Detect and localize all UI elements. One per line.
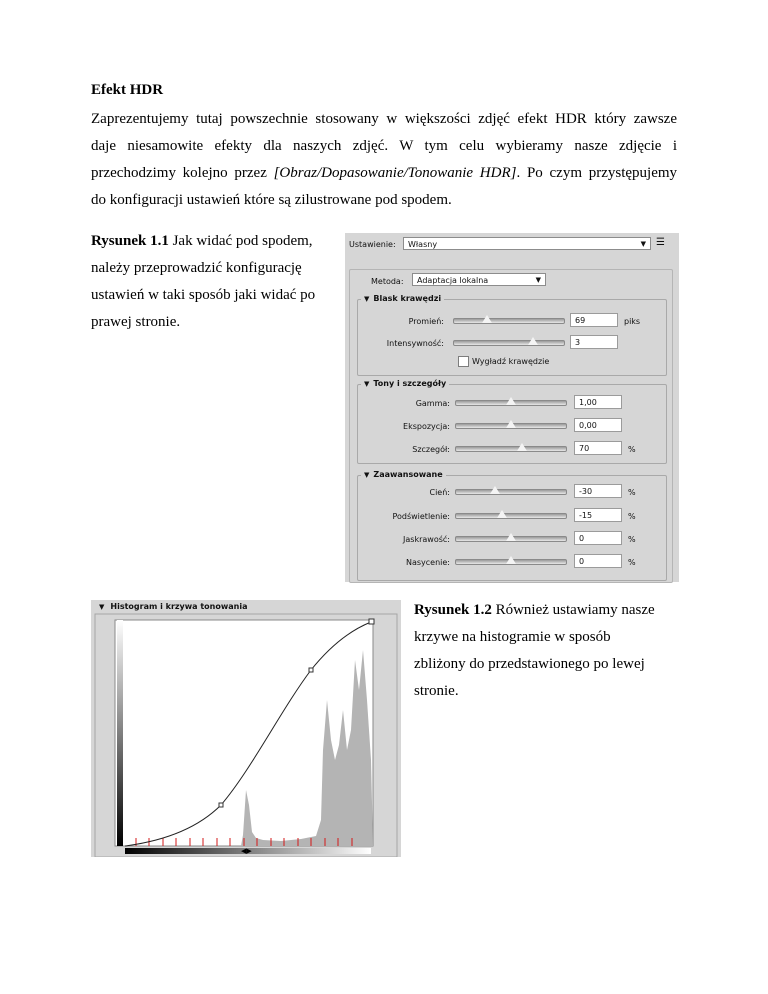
smooth-edges-label: Wygładź krawędzie — [472, 357, 550, 366]
paragraph-line-3: przechodzimy kolejno przez [Obraz/Dopasowanie/Tonowanie HDR]. Po czym przystępujemy — [91, 165, 678, 181]
figure-2-caption: Rysunek 1.2 Również ustawiamy nasze krzywe na histogramie w sposób zbliżony do przedstawionego po lewej stronie. — [414, 602, 655, 699]
preset-label: Ustawienie: — [349, 240, 396, 249]
detail-label: Szczegół: — [412, 445, 450, 454]
radius-unit: piks — [624, 317, 641, 326]
histogram-title[interactable]: ▼ Histogram i krzywa tonowania — [99, 602, 248, 611]
gamma-input[interactable]: 1,00 — [574, 395, 622, 409]
preset-dropdown[interactable]: Własny ▼ — [403, 237, 651, 250]
shadow-input[interactable]: -30 — [574, 484, 622, 498]
radius-slider-thumb[interactable] — [482, 315, 492, 323]
curve-end-point — [369, 619, 374, 624]
shadow-slider-thumb[interactable] — [490, 486, 500, 494]
strength-input[interactable]: 3 — [570, 335, 618, 349]
advanced-title[interactable]: ▼ Zaawansowane — [361, 470, 446, 479]
document-title: Efekt HDR — [91, 82, 164, 98]
saturation-input[interactable]: 0 — [574, 554, 622, 568]
shadow-label: Cień: — [429, 488, 450, 497]
gamma-slider[interactable] — [455, 400, 567, 406]
highlight-slider[interactable] — [455, 513, 567, 519]
gamma-slider-thumb[interactable] — [506, 397, 516, 405]
paragraph-line-1: Zaprezentujemy tutaj powszechnie stosowany w większości zdjęć efekt HDR który zawsze — [91, 111, 677, 127]
highlight-input[interactable]: -15 — [574, 508, 622, 522]
menu-path: [Obraz/Dopasowanie/Tonowanie HDR] — [273, 165, 517, 181]
histogram-panel — [91, 600, 401, 857]
shadow-slider[interactable] — [455, 489, 567, 495]
detail-unit: % — [628, 445, 636, 454]
exposure-input[interactable]: 0,00 — [574, 418, 622, 432]
collapse-triangle-icon: ▼ — [99, 603, 105, 611]
highlight-unit: % — [628, 512, 636, 521]
chevron-down-icon: ▼ — [640, 240, 646, 248]
collapse-triangle-icon: ▼ — [364, 380, 370, 388]
gradient-slider-icon: ◀▶ — [241, 847, 252, 855]
vibrance-input[interactable]: 0 — [574, 531, 622, 545]
vibrance-slider-thumb[interactable] — [506, 533, 516, 541]
preset-menu-icon[interactable]: ☰ — [656, 237, 665, 248]
radius-label: Promień: — [408, 317, 444, 326]
method-label: Metoda: — [371, 277, 404, 286]
highlight-label: Podświetlenie: — [392, 512, 450, 521]
exposure-label: Ekspozycja: — [403, 422, 450, 431]
smooth-edges-checkbox[interactable] — [458, 356, 469, 367]
vibrance-slider[interactable] — [455, 536, 567, 542]
figure-2-label: Rysunek 1.2 — [414, 602, 492, 618]
strength-slider-thumb[interactable] — [528, 337, 538, 345]
chevron-down-icon: ▼ — [535, 276, 541, 284]
collapse-triangle-icon: ▼ — [364, 295, 370, 303]
exposure-slider-thumb[interactable] — [506, 420, 516, 428]
detail-input[interactable]: 70 — [574, 441, 622, 455]
paragraph-line-4: do konfiguracji ustawień które są zilustrowane pod spodem. — [91, 192, 452, 208]
intro-paragraph — [91, 106, 677, 214]
figure-1-caption: Rysunek 1.1 Jak widać pod spodem, należy przeprowadzić konfigurację ustawień w taki sposób jaki widać po prawej stronie. — [91, 233, 316, 330]
gamma-label: Gamma: — [415, 399, 450, 408]
detail-slider-thumb[interactable] — [517, 443, 527, 451]
figure-1-label: Rysunek 1.1 — [91, 233, 169, 249]
strength-slider[interactable] — [453, 340, 565, 346]
vibrance-label: Jaskrawość: — [403, 535, 450, 544]
method-dropdown[interactable]: Adaptacja lokalna ▼ — [412, 273, 546, 286]
highlight-slider-thumb[interactable] — [497, 510, 507, 518]
saturation-label: Nasycenie: — [405, 558, 450, 567]
radius-slider[interactable] — [453, 318, 565, 324]
shadow-unit: % — [628, 488, 636, 497]
hdr-toning-panel — [345, 233, 679, 582]
edge-glow-title[interactable]: ▼ Blask krawędzi — [361, 294, 444, 303]
radius-input[interactable]: 69 — [570, 313, 618, 327]
collapse-triangle-icon: ▼ — [364, 471, 370, 479]
saturation-unit: % — [628, 558, 636, 567]
saturation-slider[interactable] — [455, 559, 567, 565]
histogram-graphic[interactable] — [91, 600, 401, 857]
detail-slider[interactable] — [455, 446, 567, 452]
vertical-tone-gradient — [117, 620, 123, 846]
vibrance-unit: % — [628, 535, 636, 544]
strength-label: Intensywność: — [386, 339, 444, 348]
saturation-slider-thumb[interactable] — [506, 556, 516, 564]
curve-point — [309, 668, 313, 672]
exposure-slider[interactable] — [455, 423, 567, 429]
tone-detail-title[interactable]: ▼ Tony i szczegóły — [361, 379, 449, 388]
paragraph-line-2: daje niesamowite efekty dla naszych zdjęć. W tym celu wybieramy nasze zdjęcie i — [91, 138, 677, 154]
curve-point — [219, 803, 223, 807]
